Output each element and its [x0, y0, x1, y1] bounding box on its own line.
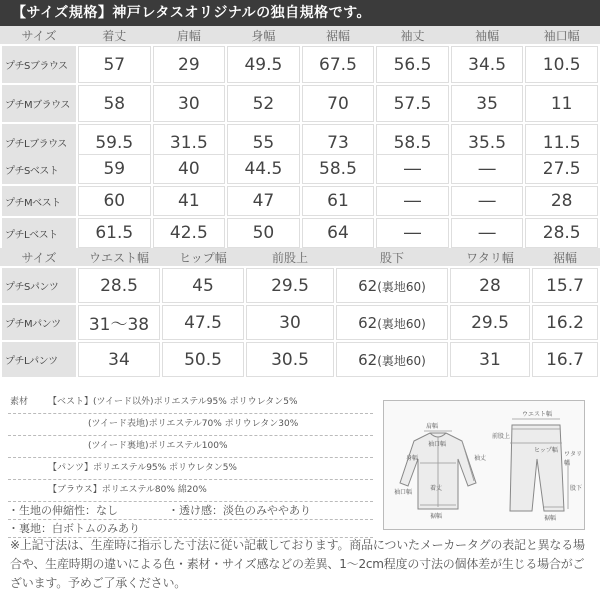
cell-value: 28.5	[525, 218, 598, 248]
row-label: プチLブラウス	[2, 124, 76, 161]
table-row	[2, 342, 598, 377]
sheer-property: ・透け感：淡色のみややあり	[168, 504, 311, 517]
inseam-value: 62	[358, 276, 378, 295]
table-row	[2, 268, 598, 303]
cell-value: 44.5	[227, 154, 300, 184]
cell-value: 56.5	[376, 46, 449, 83]
cell-value: 50.5	[162, 342, 244, 377]
table-row	[2, 305, 598, 340]
cell-value: 31〜38	[78, 305, 160, 340]
inseam-lining-note: (裏地60)	[377, 279, 426, 294]
cell-value: ―	[376, 154, 449, 184]
cell-value: 40	[153, 154, 226, 184]
material-row	[8, 480, 373, 502]
label-cuff-top: 袖口幅	[428, 441, 447, 448]
pants-size-table	[0, 246, 600, 379]
cell-value: 35.5	[451, 124, 524, 161]
size-banner: 【サイズ規格】神戸レタスオリジナルの独自規格です。	[0, 0, 600, 26]
cell-value: 58.5	[302, 154, 375, 184]
header-waist: ウエスト幅	[78, 248, 160, 266]
material-section	[8, 392, 373, 538]
header-sleeve-length: 袖丈	[376, 26, 449, 44]
cell-value: 16.2	[532, 305, 598, 340]
cell-value: 16.7	[532, 342, 598, 377]
cell-value: 70	[302, 85, 375, 122]
cell-value: 57	[78, 46, 151, 83]
property-row	[8, 502, 373, 520]
lining-property: ・裏地：白ボトムのみあり	[8, 522, 140, 535]
row-label: プチMベスト	[2, 186, 76, 216]
cell-value: 59	[78, 154, 151, 184]
table-row	[2, 218, 598, 248]
cell-value: 31	[450, 342, 530, 377]
material-row	[8, 414, 373, 436]
cell-value: 67.5	[302, 46, 375, 83]
material-row	[8, 458, 373, 480]
row-label: プチLパンツ	[2, 342, 76, 377]
cell-value: 28	[450, 268, 530, 303]
table-row	[2, 186, 598, 216]
cell-value: 11.5	[525, 124, 598, 161]
cell-value: 35	[451, 85, 524, 122]
header-front-rise: 前股上	[246, 248, 334, 266]
cell-value: 58	[78, 85, 151, 122]
label-blouse-hem: 裾幅	[430, 513, 443, 520]
inseam-lining-note: (裏地60)	[377, 353, 426, 368]
cell-value: 29.5	[246, 268, 334, 303]
cell-value: 29.5	[450, 305, 530, 340]
header-sleeve-width: 袖幅	[451, 26, 524, 44]
cell-value: 34.5	[451, 46, 524, 83]
cell-value: 60	[78, 186, 151, 216]
cell-value: ―	[376, 186, 449, 216]
pants-header-row	[2, 248, 598, 266]
inseam-value: 62	[358, 313, 378, 332]
material-row	[8, 392, 373, 414]
header-shoulder: 肩幅	[153, 26, 226, 44]
header-size: サイズ	[2, 248, 76, 266]
cell-value: 28.5	[78, 268, 160, 303]
cell-value: 30.5	[246, 342, 334, 377]
blouse-header-row	[2, 26, 598, 44]
cell-value: ―	[451, 218, 524, 248]
material-line: (ツイード表地)ポリエステル70% ポリウレタン30%	[88, 419, 299, 429]
row-label: プチMパンツ	[2, 305, 76, 340]
table-row	[2, 154, 598, 184]
row-label: プチSパンツ	[2, 268, 76, 303]
cell-value: 73	[302, 124, 375, 161]
material-line: 【ベスト】(ツイード以外)ポリエステル95% ポリウレタン5%	[48, 397, 298, 407]
cell-value: ―	[376, 218, 449, 248]
material-line: 【パンツ】ポリエステル95% ポリウレタン5%	[48, 463, 237, 473]
cell-value: ―	[451, 186, 524, 216]
header-inseam: 股下	[336, 248, 448, 266]
header-length: 着丈	[78, 26, 151, 44]
blouse-size-table	[0, 24, 600, 163]
cell-value: 30	[246, 305, 334, 340]
label-cuff-bottom: 袖口幅	[394, 489, 413, 496]
cell-value: 11	[525, 85, 598, 122]
header-hem: 裾幅	[532, 248, 598, 266]
label-length: 着丈	[430, 485, 443, 492]
cell-value: 57.5	[376, 85, 449, 122]
cell-value: 10.5	[525, 46, 598, 83]
table-row	[2, 85, 598, 122]
row-label: プチLベスト	[2, 218, 76, 248]
cell-value: 28	[525, 186, 598, 216]
cell-value: 52	[227, 85, 300, 122]
cell-value: 64	[302, 218, 375, 248]
label-hip: ヒップ幅	[534, 447, 558, 454]
cell-value	[336, 305, 448, 340]
inseam-lining-note: (裏地60)	[377, 316, 426, 331]
vest-size-table	[0, 152, 600, 250]
cell-value: 34	[78, 342, 160, 377]
header-cuff-width: 袖口幅	[525, 26, 598, 44]
label-chest: 身幅	[406, 455, 419, 462]
inseam-value: 62	[358, 350, 378, 369]
header-chest: 身幅	[227, 26, 300, 44]
cell-value: 55	[227, 124, 300, 161]
row-label: プチMブラウス	[2, 85, 76, 122]
material-row	[8, 436, 373, 458]
garment-illustration	[384, 401, 586, 531]
cell-value: 47.5	[162, 305, 244, 340]
label-shoulder: 肩幅	[426, 423, 439, 430]
cell-value: 31.5	[153, 124, 226, 161]
label-pants-hem: 裾幅	[544, 515, 557, 522]
material-line: 【ブラウス】ポリエステル80% 綿20%	[48, 485, 207, 495]
row-label: プチSブラウス	[2, 46, 76, 83]
cell-value	[336, 268, 448, 303]
cell-value	[336, 342, 448, 377]
stretch-property: ・生地の伸縮性：なし	[8, 504, 118, 517]
label-sleeve-length: 袖丈	[474, 455, 487, 462]
material-key: 素材	[10, 397, 29, 407]
disclaimer-note: ※上記寸法は、生産時に指示した寸法に従い記載しております。商品についたメーカータグの表記と異なる場合や、生産時期の違いによる色・素材・サイズ感などの差異、1〜2cm程度の寸法の個体差が生じる場合がございます。予めご了承ください。	[10, 538, 585, 590]
cell-value: 27.5	[525, 154, 598, 184]
header-thigh: ワタリ幅	[450, 248, 530, 266]
header-size: サイズ	[2, 26, 76, 44]
cell-value: 58.5	[376, 124, 449, 161]
cell-value: 42.5	[153, 218, 226, 248]
cell-value: 49.5	[227, 46, 300, 83]
label-thigh: ワタリ幅	[564, 451, 582, 467]
cell-value: ―	[451, 154, 524, 184]
label-inseam: 股下	[570, 485, 583, 492]
cell-value: 50	[227, 218, 300, 248]
cell-value: 30	[153, 85, 226, 122]
label-front-rise: 前股上	[492, 433, 511, 440]
cell-value: 15.7	[532, 268, 598, 303]
label-waist: ウエスト幅	[522, 411, 553, 418]
header-hem: 裾幅	[302, 26, 375, 44]
measurement-diagram	[383, 400, 585, 530]
cell-value: 61	[302, 186, 375, 216]
cell-value: 59.5	[78, 124, 151, 161]
material-line: (ツイード裏地)ポリエステル100%	[88, 441, 228, 451]
cell-value: 47	[227, 186, 300, 216]
cell-value: 45	[162, 268, 244, 303]
header-hip: ヒップ幅	[162, 248, 244, 266]
table-row	[2, 46, 598, 83]
cell-value: 29	[153, 46, 226, 83]
cell-value: 61.5	[78, 218, 151, 248]
row-label: プチSベスト	[2, 154, 76, 184]
cell-value: 41	[153, 186, 226, 216]
